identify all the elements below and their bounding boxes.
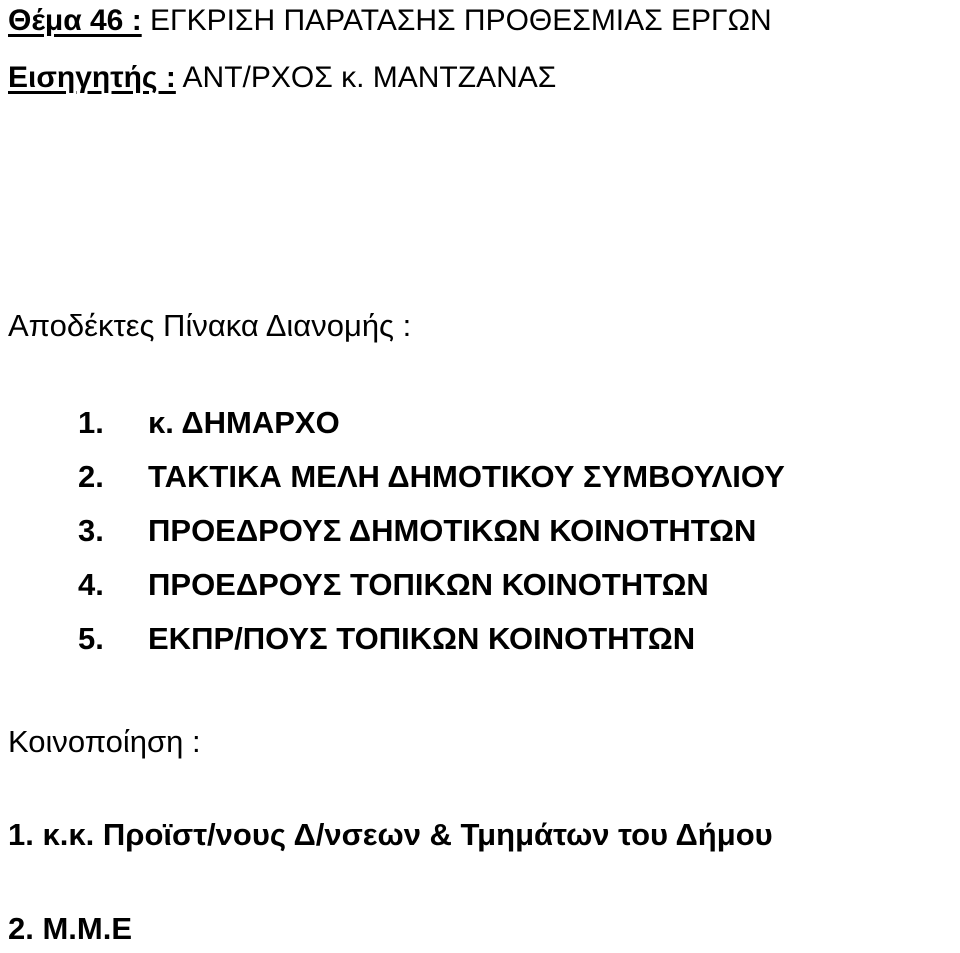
subject-text: ΕΓΚΡΙΣΗ ΠΑΡΑΤΑΣΗΣ ΠΡΟΘΕΣΜΙΑΣ ΕΡΓΩΝ [150,4,772,37]
list-item [78,405,785,459]
list-item [78,621,785,675]
list-item [78,513,785,567]
notification-item: 2. Μ.Μ.Ε [8,911,133,946]
list-item-text: κ. ΔΗΜΑΡΧΟ [148,405,340,440]
rapporteur-text: ΑΝΤ/ΡΧΟΣ κ. ΜΑΝΤΖΑΝΑΣ [182,61,557,94]
subject-line [8,6,772,36]
notification-heading: Κοινοποίηση : [8,724,201,759]
distribution-heading: Αποδέκτες Πίνακα Διανομής : [8,308,412,343]
list-item [78,459,785,513]
list-item-text: ΕΚΠΡ/ΠΟΥΣ ΤΟΠΙΚΩΝ ΚΟΙΝΟΤΗΤΩΝ [148,621,696,656]
notification-item: 1. κ.κ. Προϊστ/νους Δ/νσεων & Τμημάτων του Δήμου [8,817,773,852]
list-item-text: ΠΡΟΕΔΡΟΥΣ ΤΟΠΙΚΩΝ ΚΟΙΝΟΤΗΤΩΝ [148,567,709,602]
list-item-number: 1. [78,405,104,440]
list-item-number: 2. [78,459,104,494]
list-item-number: 3. [78,513,104,548]
rapporteur-line [8,63,556,93]
subject-label: Θέμα 46 : [8,4,142,37]
list-item-number: 4. [78,567,104,602]
list-item [78,567,785,621]
list-item-text: ΤΑΚΤΙΚΑ ΜΕΛΗ ΔΗΜΟΤΙΚΟΥ ΣΥΜΒΟΥΛΙΟΥ [148,459,785,494]
list-item-text: ΠΡΟΕΔΡΟΥΣ ΔΗΜΟΤΙΚΩΝ ΚΟΙΝΟΤΗΤΩΝ [148,513,757,548]
list-item-number: 5. [78,621,104,656]
rapporteur-label: Εισηγητής : [8,61,176,94]
distribution-list [78,405,785,675]
